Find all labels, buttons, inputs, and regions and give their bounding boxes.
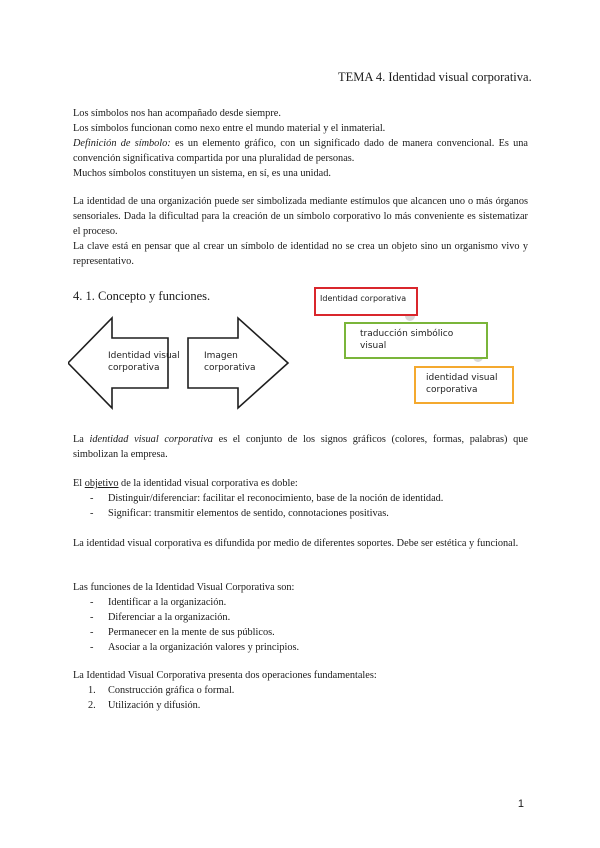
- objective-post: de la identidad visual corporativa es doble:: [118, 478, 298, 489]
- symbol-definition-text: es un elemento gráfico, con un significado dado de manera convencional. Es una convención significativa compartida por una pluralidad de personas.: [73, 138, 529, 164]
- ivc-definition-pre: La: [73, 434, 90, 445]
- ivc-definition-term: identidad visual corporativa: [89, 434, 213, 445]
- list-item: - Diferenciar a la organización.: [73, 610, 528, 625]
- list-text: Utilización y difusión.: [108, 700, 201, 711]
- objective-block: [73, 476, 528, 521]
- visual-identity-box: [414, 366, 514, 404]
- right-arrow-label: Imagen corporativa: [204, 351, 256, 373]
- list-item: - Distinguir/diferenciar: facilitar el reconocimiento, base de la noción de identidad.: [73, 491, 528, 506]
- identity-corporate-label: Identidad corporativa: [320, 294, 407, 303]
- list-item: - Permanecer en la mente de sus públicos.: [73, 625, 528, 640]
- operations-block: [73, 668, 528, 713]
- visual-identity-label: identidad visual corporativa: [426, 373, 498, 395]
- list-item: - Asociar a la organización valores y principios.: [73, 640, 528, 655]
- paragraph2-text1: La identidad de una organización puede ser simbolizada mediante estímulos que alcancen uno o más órganos sensoriales. Dada la dificultad para la creación de un símbolo corporativo lo más conveniente es sistematizar el proceso.: [73, 196, 528, 237]
- symbol-definition-term: Definición de símbolo:: [73, 138, 171, 149]
- page-title: TEMA 4. Identidad visual corporativa.: [338, 70, 532, 84]
- operations-intro: La Identidad Visual Corporativa presenta dos operaciones fundamentales:: [73, 670, 377, 681]
- ivc-definition-post: es el conjunto de los signos gráficos (colores, formas, palabras) que simbolizan la empresa.: [73, 434, 528, 460]
- intro-block: [73, 106, 528, 181]
- objective-list: [73, 491, 528, 521]
- diffusion-paragraph: La identidad visual corporativa es difundida por medio de diferentes soportes. Debe ser estética y funcional.: [73, 538, 519, 549]
- organization-identity-paragraph: [73, 194, 528, 269]
- symbolic-translation-label: traducción simbólico visual: [360, 329, 454, 351]
- functions-intro: Las funciones de la Identidad Visual Corporativa son:: [73, 582, 295, 593]
- operations-list: [73, 683, 528, 713]
- list-item: - Significar: transmitir elementos de sentido, connotaciones positivas.: [73, 506, 528, 521]
- objective-pre: El: [73, 478, 85, 489]
- symbol-definition: [73, 136, 528, 166]
- symbolic-translation-box: [344, 322, 488, 359]
- list-item: [73, 698, 528, 713]
- list-item: [73, 683, 528, 698]
- page-number: 1: [517, 798, 524, 810]
- intro-line-4: Muchos símbolos constituyen un sistema, en sí, es una unidad.: [73, 168, 331, 179]
- identity-image-diagram: [68, 316, 290, 410]
- intro-line-2: Los símbolos funcionan como nexo entre el mundo material y el inmaterial.: [73, 123, 386, 134]
- ivc-definition: [73, 432, 528, 462]
- identity-translation-diagram: [310, 285, 515, 405]
- functions-block: [73, 580, 528, 655]
- intro-line-1: Los símbolos nos han acompañado desde siempre.: [73, 108, 281, 119]
- section-heading: 4. 1. Concepto y funciones.: [73, 289, 211, 303]
- left-arrow-label: Identidad visual corporativa: [108, 351, 180, 373]
- objective-term: objetivo: [84, 478, 119, 489]
- identity-corporate-box: [314, 287, 418, 316]
- functions-list: [73, 595, 528, 655]
- list-number: 1.: [88, 685, 96, 696]
- list-text: Construcción gráfica o formal.: [108, 685, 235, 696]
- list-item: - Identificar a la organización.: [73, 595, 528, 610]
- paragraph2-text2: La clave está en pensar que al crear un símbolo de identidad no se crea un objeto sino un organismo vivo y representativo.: [73, 241, 528, 267]
- list-number: 2.: [88, 700, 96, 711]
- objective-intro: [73, 476, 528, 491]
